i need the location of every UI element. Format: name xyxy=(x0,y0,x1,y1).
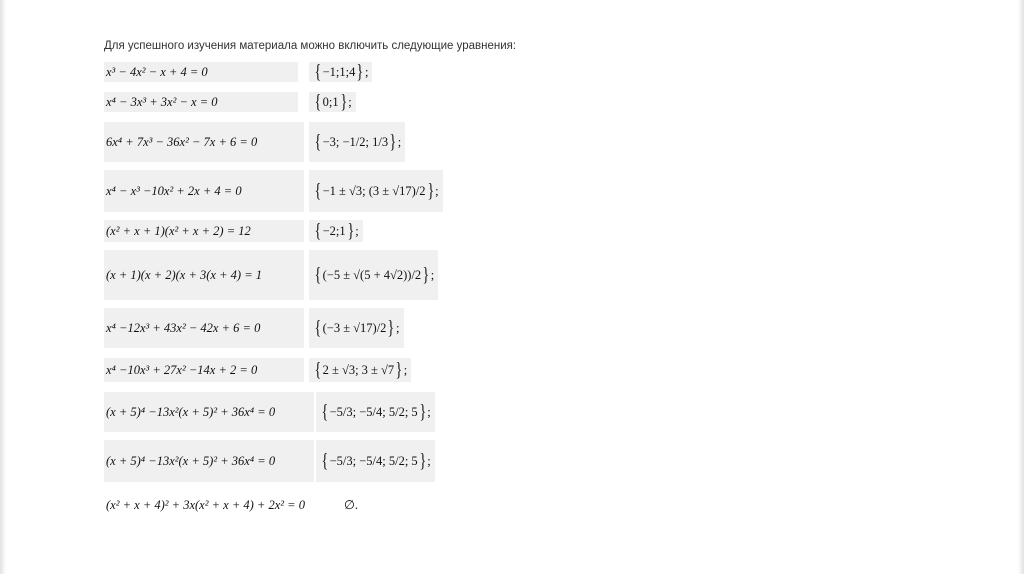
solution-set xyxy=(309,62,372,82)
solution-set xyxy=(309,358,411,382)
equation-row xyxy=(104,250,435,300)
brace-open-glyph: { xyxy=(321,450,329,472)
solution-tail: ; xyxy=(427,453,431,468)
brace-close-glyph: } xyxy=(419,401,426,423)
solution-set xyxy=(309,122,405,162)
solution-value: −1;1;4 xyxy=(322,64,356,79)
brace-open-glyph: { xyxy=(314,264,322,286)
brace-open-glyph: { xyxy=(314,359,322,381)
slide-edge-right xyxy=(1018,0,1024,574)
solution-value: (−5 ± √(5 + 4√2))/2 xyxy=(322,267,422,282)
brace-close-glyph: } xyxy=(356,61,364,83)
brace-open-glyph: { xyxy=(314,317,322,339)
solution-value: 2 ± √3; 3 ± √7 xyxy=(322,362,395,377)
equation-row xyxy=(104,392,429,432)
brace-close-glyph: } xyxy=(340,91,347,113)
solution-tail: ; xyxy=(430,267,435,282)
equation: x⁴ −10x³ + 27x² −14x + 2 = 0 xyxy=(104,358,304,382)
solution-value: (−3 ± √17)/2 xyxy=(322,320,387,335)
brace-close-glyph: } xyxy=(395,359,403,381)
brace-close-glyph: } xyxy=(347,220,354,242)
brace-close-glyph: } xyxy=(387,317,395,339)
intro-text: Для успешного изучения материала можно включить следующие уравнения: xyxy=(104,40,517,52)
solution-tail: ; xyxy=(403,362,408,377)
equation-row xyxy=(104,170,439,212)
equation: (x² + x + 1)(x² + x + 2) = 12 xyxy=(104,220,304,242)
equation: x⁴ − 3x³ + 3x² − x = 0 xyxy=(104,92,298,112)
solution-set xyxy=(309,220,363,242)
solution-tail: ; xyxy=(348,94,352,109)
solution-set xyxy=(340,494,362,516)
empty-set-symbol: ∅. xyxy=(344,498,359,512)
brace-open-glyph: { xyxy=(321,401,329,423)
equation: (x + 5)⁴ −13x²(x + 5)² + 36x⁴ = 0 xyxy=(104,440,314,482)
brace-close-glyph: } xyxy=(422,264,430,286)
equation-row xyxy=(104,92,374,112)
equation-row xyxy=(104,122,424,162)
brace-open-glyph: { xyxy=(314,131,322,153)
equation-row xyxy=(104,308,399,348)
equation: (x + 5)⁴ −13x²(x + 5)² + 36x⁴ = 0 xyxy=(104,392,314,432)
solution-value: −1 ± √3; (3 ± √17)/2 xyxy=(322,183,426,198)
equation-row xyxy=(104,220,374,242)
solution-value: −3; −1/2; 1/3 xyxy=(322,134,389,149)
solution-set xyxy=(309,92,356,112)
equation-row xyxy=(104,440,431,482)
solution-value: −5/3; −5/4; 5/2; 5 xyxy=(329,404,418,419)
equation: (x + 1)(x + 2)(x + 3(x + 4) = 1 xyxy=(104,250,304,300)
solution-tail: ; xyxy=(364,64,369,79)
equation-row xyxy=(104,494,379,516)
equation: x⁴ − x³ −10x² + 2x + 4 = 0 xyxy=(104,170,304,212)
solution-set xyxy=(309,308,404,348)
solution-value: −2;1 xyxy=(322,223,346,238)
brace-close-glyph: } xyxy=(389,131,397,153)
brace-close-glyph: } xyxy=(419,450,426,472)
solution-tail: ; xyxy=(427,404,431,419)
brace-open-glyph: { xyxy=(314,61,322,83)
equation: 6x⁴ + 7x³ − 36x² − 7x + 6 = 0 xyxy=(104,122,304,162)
brace-open-glyph: { xyxy=(314,91,322,113)
slide-edge-left xyxy=(0,0,6,574)
solution-tail: ; xyxy=(355,223,359,238)
solution-value: 0;1 xyxy=(322,94,339,109)
solution-value: −5/3; −5/4; 5/2; 5 xyxy=(329,453,418,468)
solution-set xyxy=(309,170,443,212)
brace-open-glyph: { xyxy=(314,220,322,242)
solution-set xyxy=(316,392,435,432)
equation: (x² + x + 4)² + 3x(x² + x + 4) + 2x² = 0 xyxy=(106,497,305,512)
equation: x⁴ −12x³ + 43x² − 42x + 6 = 0 xyxy=(104,308,304,348)
equation-row xyxy=(104,358,414,382)
solution-tail: ; xyxy=(396,320,400,335)
brace-close-glyph: } xyxy=(426,180,434,202)
equation-row xyxy=(104,62,374,82)
solution-set xyxy=(316,440,435,482)
brace-open-glyph: { xyxy=(314,180,322,202)
equation: x³ − 4x² − x + 4 = 0 xyxy=(104,62,298,82)
solution-tail: ; xyxy=(435,183,439,198)
solution-set xyxy=(309,250,438,300)
solution-tail: ; xyxy=(397,134,402,149)
